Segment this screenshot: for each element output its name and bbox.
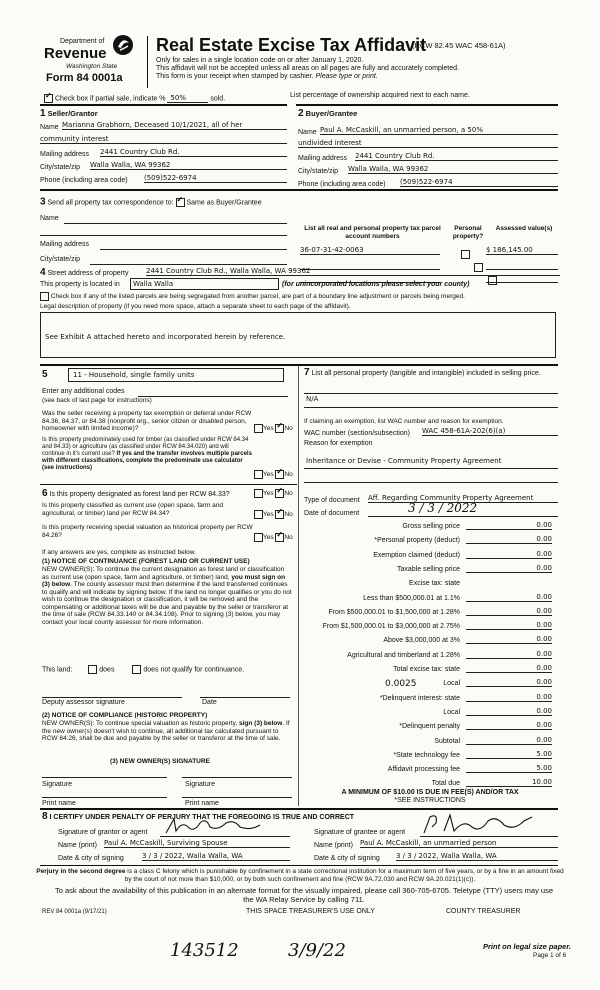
reason-label: Reason for exemption [304, 440, 373, 447]
seller-city[interactable]: Walla Walla, WA 99362 [90, 161, 287, 170]
owner-sig-1[interactable] [42, 776, 167, 778]
document-date[interactable] [368, 501, 558, 517]
doc-type-label: Type of document [304, 497, 360, 504]
certification: 8 I CERTIFY UNDER PENALTY OF PERJURY THAT THE FOREGOING IS TRUE AND CORRECT [42, 811, 355, 822]
sec3-name-label: Name [40, 215, 59, 222]
owner-print-1[interactable] [42, 796, 167, 798]
revision-code: REV 84 0001a (9/17/21) [42, 909, 107, 915]
tax-row-value[interactable]: 0.00 [466, 621, 552, 630]
sec7-text: 7 List all personal property (tangible and intangible) included in selling price. [304, 367, 541, 378]
sec3-name-field2[interactable] [40, 234, 287, 236]
header-line3: This form is your receipt when stamped by cashier. Please type or print. [156, 73, 378, 80]
ownership-note: List percentage of ownership acquired next to each name. [290, 92, 470, 99]
header-line2: This affidavit will not be accepted unless all areas on all pages are fully and accurately completed. [156, 65, 459, 72]
personal-header: Personal property? [452, 225, 484, 240]
personal-property-value: N/A [306, 395, 319, 403]
reason-underline-2 [304, 481, 558, 483]
tax-row-value[interactable]: 10.00 [466, 778, 552, 787]
tax-row-value[interactable]: 0.00 [466, 550, 552, 559]
notice3-heading: (3) NEW OWNER(S) SIGNATURE [110, 758, 210, 765]
sec6-q2-no[interactable] [275, 510, 284, 519]
grantor-signature-mark [160, 817, 290, 835]
buyer-phone[interactable]: (509)522-6974 [400, 178, 558, 187]
seller-name-label: Name [40, 124, 59, 131]
reason-underline [304, 467, 558, 469]
sec6-q3-no[interactable] [275, 533, 284, 542]
sec6-q3: Is this property receiving special valuation as historical property per RCW 84.26? [42, 524, 253, 539]
additional-codes-label: Enter any additional codes [42, 388, 125, 395]
additional-codes-note: (see back of last page for instructions) [42, 397, 152, 404]
partial-percent[interactable]: 50% [167, 94, 208, 103]
tax-row-value[interactable]: 0.00 [466, 607, 552, 616]
seller-city-label: City/state/zip [40, 164, 81, 171]
owner-print-2[interactable] [182, 796, 292, 798]
tax-row-value[interactable]: 0.00 [466, 707, 552, 716]
tax-row-value[interactable]: 0.00 [466, 535, 552, 544]
legal-description-box[interactable] [40, 312, 556, 358]
assessed-row-3[interactable] [486, 281, 558, 283]
segregation-row: Check box if any of the listed parcels are being segregated from another parcel, are part of a boundary line adjustment or parcels being merged. [40, 292, 565, 301]
grantee-signature-mark [420, 813, 558, 835]
sec3-name-field[interactable] [64, 222, 287, 224]
tax-row-label: Exemption claimed (deduct) [373, 551, 460, 559]
seller-phone-label: Phone (including area code) [40, 177, 128, 184]
grantee-print-name[interactable]: Paul A. McCaskill, an unmarried person [360, 839, 558, 848]
seller-phone[interactable]: (509)522-6974 [144, 174, 287, 183]
tax-row-value[interactable]: 0.00 [466, 593, 552, 602]
seller-name-line1[interactable]: Marianna Grabhorn, Deceased 10/1/2021, all of her [62, 121, 287, 130]
tax-row-label: *State technology fee [393, 751, 460, 759]
sec3-mail-label: Mailing address [40, 241, 90, 248]
revenue-wordmark: Revenue [44, 45, 107, 62]
tax-row-value[interactable]: 5.00 [466, 764, 552, 773]
deputy-signature-field[interactable] [42, 696, 182, 698]
exemption-note: If claiming an exemption, list WAC number and reason for exemption. [304, 418, 504, 425]
sec6-q2: Is this property classified as current use (open space, farm and agricultural, or timber) land per RCW 84.34? [42, 502, 224, 517]
tax-row-value[interactable]: 0.00 [466, 650, 552, 659]
tax-row-label: From $1,500,000.01 to $3,000,000 at 2.75% [322, 623, 460, 631]
partial-sale-checkbox[interactable] [44, 94, 53, 103]
tax-row-label: Less than $500,000.01 at 1.1% [363, 594, 460, 602]
land-does-not-checkbox[interactable] [132, 665, 141, 674]
buyer-name-line1[interactable]: Paul A. McCaskill, an unmarried person, a 50% [320, 126, 558, 135]
grantee-print-label: Name (print) [314, 842, 353, 849]
tax-row-value[interactable]: 0.00 [466, 721, 552, 730]
parcels-header: List all real and personal property tax parcel account numbers [304, 225, 441, 240]
dept-line: Department of [60, 38, 105, 45]
owner-sig-label-2: Signature [185, 781, 215, 788]
personal-property-field2[interactable] [304, 406, 558, 408]
land-use-code[interactable]: 11 - Household, single family units [68, 368, 284, 382]
sec3-row: 3 Send all property tax correspondence to: ✓ Same as Buyer/Grantee [40, 198, 262, 207]
street-address[interactable]: 2441 Country Club Rd., Walla Walla, WA 99362 [146, 267, 560, 276]
grantee-signature[interactable] [420, 823, 558, 837]
tax-row-label: Subtotal [434, 737, 460, 745]
sec5-number: 5 [42, 369, 48, 380]
grantor-date-city[interactable]: 3 / 3 / 2022, Walla Walla, WA [142, 852, 290, 861]
sec6-q1-answer: Yes ✓ No [254, 489, 293, 498]
sec6-q2-answer: Yes ✓ No [254, 510, 293, 519]
grantor-signature[interactable] [160, 823, 290, 837]
tax-row-label: Excise tax: state [409, 580, 460, 588]
deputy-signature-label: Deputy assessor signature [42, 699, 125, 706]
tax-row-label: From $500,000.01 to $1,500,000 at 1.28% [328, 608, 460, 616]
buyer-mail[interactable]: 2441 Country Club Rd. [355, 152, 558, 161]
grantor-print-name[interactable]: Paul A. McCaskill, Surviving Spouse [104, 839, 290, 848]
local-rate: 0.0025 [385, 679, 417, 690]
document-date-value: 3 / 3 / 2022 [408, 501, 478, 515]
tax-row-label: Above $3,000,000 at 3% [383, 637, 460, 645]
tax-row-value[interactable]: 0.00 [466, 693, 552, 702]
deputy-date-field[interactable] [200, 696, 290, 698]
location-select[interactable]: Walla Walla [130, 278, 279, 290]
buyer-heading: 2 Buyer/Grantee [298, 108, 358, 119]
tax-row-value[interactable]: 0.00 [466, 678, 552, 687]
tax-row-label: Local [443, 708, 460, 716]
tax-row-value[interactable]: 0.00 [466, 635, 552, 644]
tax-row-value[interactable]: 5.00 [466, 750, 552, 759]
stamp-number: 143512 [170, 940, 239, 961]
sec5-q1-answer: Yes ✓ No [254, 424, 293, 433]
segregation-checkbox[interactable] [40, 292, 49, 301]
sec5-q2-yes[interactable] [254, 470, 263, 479]
state-line: Washington State [66, 63, 118, 70]
buyer-phone-label: Phone (including area code) [298, 181, 386, 188]
tax-row-value[interactable]: 0.00 [466, 736, 552, 745]
seller-mail-label: Mailing address [40, 151, 90, 158]
minimum-due: A MINIMUM OF $10.00 IS DUE IN FEE(S) AND/OR TAX [341, 789, 519, 796]
page-number: Page 1 of 6 [533, 952, 567, 959]
sec5-q2-no[interactable] [275, 470, 284, 479]
personal-checkbox-1[interactable] [461, 250, 470, 259]
sec4-address-label: 4 Street address of property [40, 267, 129, 278]
owner-print-label-1: Print name [42, 800, 76, 807]
sec5-q1-no[interactable] [275, 424, 284, 433]
grantee-date-label: Date & city of signing [314, 855, 380, 862]
personal-property-field[interactable] [304, 392, 558, 394]
exemption-reason[interactable]: Inheritance or Devise - Community Property Agreement [306, 457, 502, 465]
sec5-q2-answer: Yes ✓ No [254, 470, 293, 479]
wac-number[interactable]: WAC 458-61A-202(6)(a) [422, 427, 558, 436]
same-as-buyer-checkbox[interactable] [176, 198, 185, 207]
perjury-notice: Perjury in the second degree is a class C felony which is punishable by confinement in a state correctional institution for a maximum term of five years, or by a fine in an amount fixed by the court of not more than $10,000, or by both such confinement and fine (RCW 9A.72.030 and RCW 9A.20.021(1)(c)). [36, 868, 564, 883]
sec6-ifany: If any answers are yes, complete as instructed below. [42, 549, 196, 556]
accessibility-notice: To ask about the availability of this publication in an alternate format for the visually impaired, please call 360-705-6705. Teletype (TTY) users may use the WA Relay Service by calling 711. [54, 886, 554, 904]
buyer-name-line2[interactable]: undivided interest [298, 139, 558, 148]
grantor-sig-label: Signature of grantor or agent [58, 829, 148, 836]
see-instructions: *SEE INSTRUCTIONS [394, 797, 466, 804]
sec6-q1-yes[interactable] [254, 489, 263, 498]
tax-row-value[interactable]: 0.00 [466, 521, 552, 530]
rcw-ref: (RCW 82.45 WAC 458-61A) [412, 41, 506, 50]
land-does-checkbox[interactable] [88, 665, 97, 674]
stamp-date: 3/9/22 [288, 940, 346, 961]
sec6-q3-yes[interactable] [254, 533, 263, 542]
seller-heading: 1 Seller/Grantor [40, 108, 98, 119]
sec6-q2-yes[interactable] [254, 510, 263, 519]
document-type[interactable]: Aff. Regarding Community Property Agreement [368, 494, 558, 503]
buyer-name-label: Name [298, 129, 317, 136]
location-note: (for unincorporated locations please select your county) [282, 281, 470, 288]
doc-date-label: Date of document [304, 510, 360, 517]
sec6-q3-answer: Yes ✓ No [254, 533, 293, 542]
partial-sale-row: ✓ Check box if partial sale, indicate % 50% sold. [44, 94, 225, 103]
deputy-date-label: Date [202, 699, 217, 706]
legal-size-note: Print on legal size paper. [483, 942, 571, 951]
sec3-mail-field[interactable] [100, 248, 287, 250]
assessed-header: Assessed value(s) [495, 225, 553, 232]
tax-row-label: Total due [431, 780, 460, 788]
buyer-mail-label: Mailing address [298, 155, 348, 162]
tax-row-label: *Delinquent interest: state [379, 694, 460, 702]
notice2-heading: (2) NOTICE OF COMPLIANCE (HISTORIC PROPERTY) [42, 712, 208, 719]
grantor-date-label: Date & city of signing [58, 855, 124, 862]
dor-logo [40, 30, 150, 84]
grantor-print-label: Name (print) [58, 842, 97, 849]
legal-description-text: See Exhibit A attached hereto and incorporated herein by reference. [45, 333, 286, 341]
tax-row-label: Taxable selling price [396, 565, 460, 573]
buyer-city[interactable]: Walla Walla, WA 99362 [348, 165, 558, 174]
location-label: This property is located in [40, 281, 120, 288]
owner-sig-2[interactable] [182, 776, 292, 778]
tax-row-label: *Delinquent penalty [399, 723, 460, 731]
tax-row-label: Total excise tax: state [393, 666, 460, 673]
tax-row-label: Agricultural and timberland at 1.28% [347, 651, 460, 659]
owner-sig-label-1: Signature [42, 781, 72, 788]
form-title: Real Estate Excise Tax Affidavit [156, 35, 427, 55]
tax-row-label: Local [443, 680, 460, 688]
sec3-city-label: City/state/zip [40, 256, 81, 263]
additional-codes-field[interactable] [138, 395, 288, 397]
sec6-q1-no[interactable] [275, 489, 284, 498]
notice1-heading: (1) NOTICE OF CONTINUANCE (FOREST LAND OR CURRENT USE) [42, 558, 250, 565]
tax-row-label: Affidavit processing fee [387, 766, 460, 774]
this-land-row: This land: does does not qualify for continuance. [42, 666, 245, 674]
seller-name-line2[interactable]: community interest [40, 135, 287, 144]
sec3-city-field[interactable] [90, 263, 287, 265]
sec5-q2: Is this property predominately used for timber (as classified under RCW 84.34 and 84.33) or agriculture (as classified under RCW 84.34.020) and will continue in it's current use? If yes and the transfer involves multiple parcels with different classifications, complete the predominate use calculator (see instructions) [42, 437, 252, 471]
sec5-q1: Was the seller receiving a property tax exemption or deferral under RCW 84.36, 84.37, or 84.38 (nonprofit org., senior citizen or disabled person, homeowner with limited income)? [42, 410, 252, 432]
county-treasurer: COUNTY TREASURER [446, 908, 521, 915]
buyer-city-label: City/state/zip [298, 168, 339, 175]
tax-row-value[interactable]: 0.00 [466, 564, 552, 573]
tax-row-value[interactable]: 0.00 [466, 664, 552, 673]
notice1-text: NEW OWNER(S): To continue the current designation as forest land or classification as current use (open space, farm and agriculture, or timber) land, you must sign on (3) below. The county assessor must then determine if the land transferred continues to qualify and will indicate by signing below. If the land no longer qualifies or you do not wish to continue the designation or classification, it will be removed and the compensating or additional taxes will be due and payable by the seller or transferor at the time of sale (RCW 84.33.140 or 84.34.108). Prior to signing (3) below, you may contact your local county assessor for more information. [42, 566, 292, 626]
treasurer-use: THIS SPACE TREASURER'S USE ONLY [246, 908, 375, 915]
tax-row-label: Gross selling price [402, 523, 460, 530]
seller-mail[interactable]: 2441 Country Club Rd. [100, 148, 287, 157]
assessed-value[interactable]: $ 186,145.00 [486, 246, 558, 255]
owner-print-label-2: Print name [185, 800, 219, 807]
grantee-sig-label: Signature of grantee or agent [314, 829, 406, 836]
sec6-q1: 6 Is this property designated as forest land per RCW 84.33? [42, 488, 230, 499]
parcel-number[interactable]: 36-07-31-42-0063 [300, 246, 440, 255]
dor-emblem-icon [112, 34, 134, 56]
notice2-text: NEW OWNER(S): To continue special valuation as historic property, sign (3) below. If the new owner(s) doesn't wish to continue, all additional tax calculated pursuant to RCW 84.26, shall be due and payable by the seller or transferor at the time of sale. [42, 720, 290, 742]
grantee-date-city[interactable]: 3 / 3 / 2022, Walla Walla, WA [396, 852, 558, 861]
header-line1: Only for sales in a single location code on or after January 1, 2020. [156, 57, 364, 64]
sec5-q1-yes[interactable] [254, 424, 263, 433]
wac-label: WAC number (section/subsection) [304, 430, 410, 437]
form-number: Form 84 0001a [46, 72, 123, 84]
tax-row-label: *Personal property (deduct) [374, 537, 460, 545]
legal-description-label: Legal description of property (if you need more space, attach a separate sheet to each page of the affidavit). [40, 303, 351, 310]
